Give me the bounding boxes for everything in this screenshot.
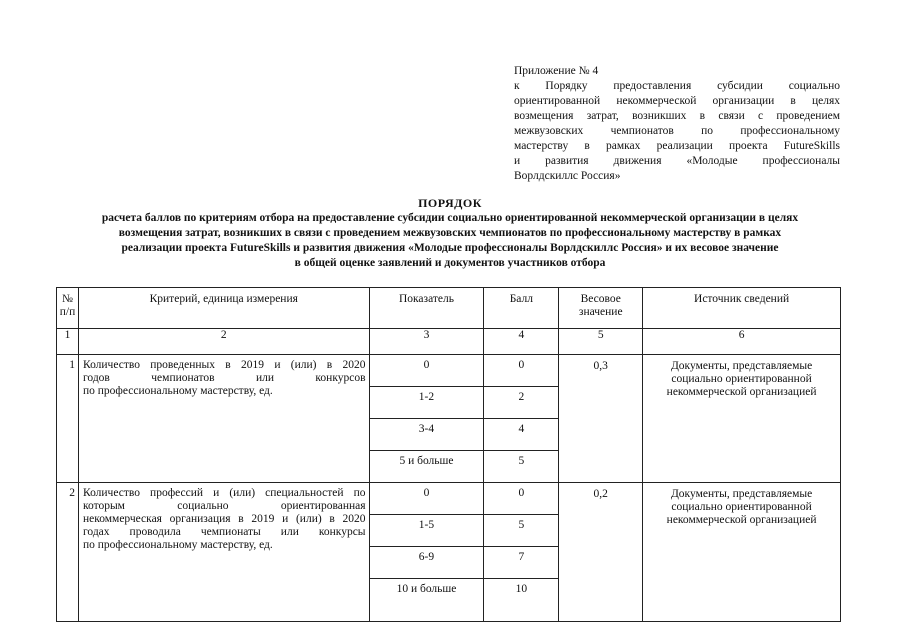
score-cell: 5 bbox=[484, 515, 559, 547]
column-number: 2 bbox=[78, 329, 369, 355]
appendix-line: к Порядку предоставления субсидии социально bbox=[514, 80, 840, 92]
title-main: ПОРЯДОК bbox=[418, 196, 482, 210]
title-line: реализации проекта FutureSkills и развития движения «Молодые профессионалы Ворлдскиллс Россия» и их весовое значение bbox=[121, 242, 779, 254]
score-cell: 4 bbox=[484, 419, 559, 451]
title-line: расчета баллов по критериям отбора на предоставление субсидии социально ориентированной некоммерческой организации в целях bbox=[101, 212, 799, 224]
criterion-cell: Количество проведенных в 2019 и (или) в 2020 годов чемпионатов или конкурсов по профессиональному мастерству, ед. bbox=[78, 355, 369, 483]
indicator-cell: 3-4 bbox=[369, 419, 484, 451]
criterion-cell: Количество профессий и (или) специальностей по которым социально ориентированная некоммерческая организация в 2019 и (или) в 2020 годах проводила чемпионаты или конкурсы по профессиональному мастерству, ед. bbox=[78, 483, 369, 622]
source-cell: Документы, представляемые социально ориентированной некоммерческой организацией bbox=[643, 355, 841, 483]
title-line: в общей оценке заявлений и документов участников отбора bbox=[294, 257, 606, 269]
score-cell: 5 bbox=[484, 451, 559, 483]
indicator-cell: 5 и больше bbox=[369, 451, 484, 483]
header-weight: Весовое значение bbox=[559, 288, 643, 329]
column-number: 6 bbox=[643, 329, 841, 355]
indicator-cell: 0 bbox=[369, 483, 484, 515]
score-cell: 0 bbox=[484, 355, 559, 387]
indicator-cell: 10 и больше bbox=[369, 579, 484, 622]
header-num: № п/п bbox=[57, 288, 79, 329]
column-number: 4 bbox=[484, 329, 559, 355]
score-cell: 7 bbox=[484, 547, 559, 579]
appendix-line: межвузовских чемпионатов по профессиональному bbox=[514, 125, 840, 137]
score-cell: 10 bbox=[484, 579, 559, 622]
indicator-cell: 1-2 bbox=[369, 387, 484, 419]
appendix-line: мастерству в рамках реализации проекта FutureSkills bbox=[514, 140, 840, 152]
score-cell: 2 bbox=[484, 387, 559, 419]
appendix-line: и развития движения «Молодые профессионалы bbox=[514, 155, 840, 167]
column-number: 1 bbox=[57, 329, 79, 355]
indicator-cell: 6-9 bbox=[369, 547, 484, 579]
indicator-cell: 1-5 bbox=[369, 515, 484, 547]
title-line: возмещения затрат, возникших в связи с проведением межвузовских чемпионатов по профессиональному мастерству в рамках bbox=[118, 227, 782, 239]
appendix-line: ориентированной некоммерческой организации в целях bbox=[514, 95, 840, 107]
header-indicator: Показатель bbox=[369, 288, 484, 329]
header-criterion: Критерий, единица измерения bbox=[78, 288, 369, 329]
document-title bbox=[52, 196, 848, 271]
row-number: 2 bbox=[57, 483, 79, 622]
table-row bbox=[57, 483, 841, 515]
appendix-line: Приложение № 4 bbox=[514, 65, 599, 77]
source-cell: Документы, представляемые социально ориентированной некоммерческой организацией bbox=[643, 483, 841, 622]
appendix-line: Ворлдскиллс Россия» bbox=[514, 170, 621, 182]
table-row bbox=[57, 355, 841, 387]
column-number: 5 bbox=[559, 329, 643, 355]
score-cell: 0 bbox=[484, 483, 559, 515]
column-number: 3 bbox=[369, 329, 484, 355]
appendix-line: возмещения затрат, возникших в связи с проведением bbox=[514, 110, 840, 122]
header-score: Балл bbox=[484, 288, 559, 329]
weight-cell: 0,3 bbox=[559, 355, 643, 483]
appendix-note bbox=[514, 64, 840, 184]
indicator-cell: 0 bbox=[369, 355, 484, 387]
row-number: 1 bbox=[57, 355, 79, 483]
criteria-table bbox=[56, 287, 841, 622]
header-source: Источник сведений bbox=[643, 288, 841, 329]
column-number-row bbox=[57, 329, 841, 355]
weight-cell: 0,2 bbox=[559, 483, 643, 622]
table-header-row bbox=[57, 288, 841, 329]
